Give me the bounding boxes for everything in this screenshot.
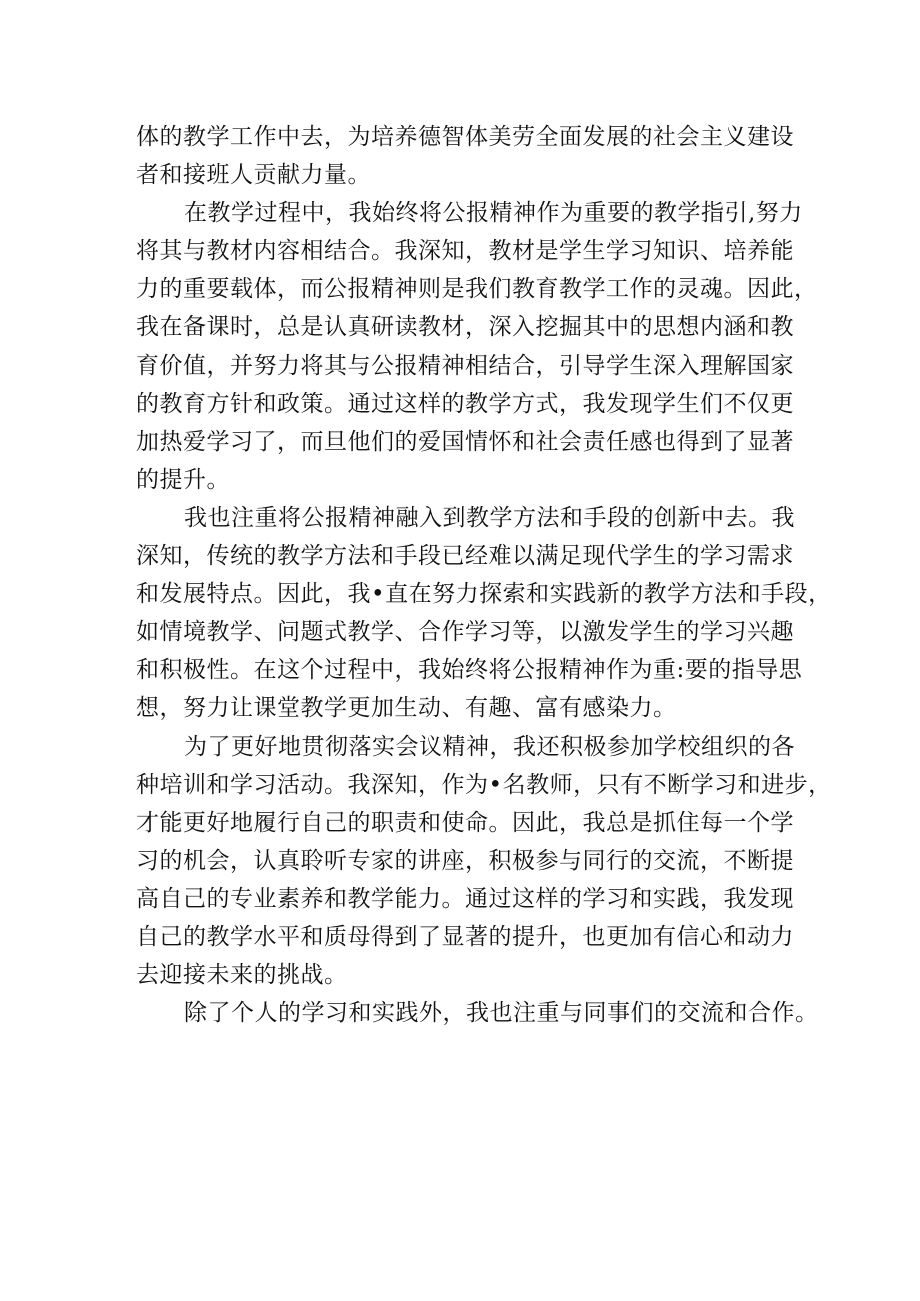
text-line: 者和接班人贡献力量。 bbox=[136, 162, 371, 189]
text-line: 高自己的专业素养和教学能力。通过这样的学习和实践，我发现 bbox=[136, 885, 794, 912]
text-line: 想，努力让课堂教学更加生动、有趣、富有感染力。 bbox=[136, 695, 677, 722]
text-line: 习的机会，认真聆听专家的讲座，积极参与同行的交流，不断提 bbox=[136, 847, 794, 874]
text-line: 力的重要载体，而公报精神则是我们教育教学工作的灵魂。因此， bbox=[136, 276, 818, 303]
text-line: 加热爱学习了，而旦他们的爱国情怀和社会责任感也得到了显著 bbox=[136, 428, 794, 455]
text-line: 深知，传统的教学方法和手段已经难以满足现代学生的学习需求 bbox=[136, 543, 794, 570]
text-line: 我在备课时，总是认真研读教材，深入挖掘其中的思想内涵和教 bbox=[136, 314, 794, 341]
text-line: 和积极性。在这个过程中，我始终将公报精神作为重:要的指导思 bbox=[136, 657, 803, 684]
text-line: 育价值，并努力将其与公报精神相结合，引导学生深入理解国家 bbox=[136, 352, 794, 379]
text-line: 将其与教材内容相结合。我深知，教材是学生学习知识、培养能 bbox=[136, 238, 794, 265]
paragraph-first-line: 为了更好地贯彻落实会议精神，我还积极参加学校组织的各 bbox=[184, 733, 795, 760]
paragraph-first-line: 除了个人的学习和实践外，我也注重与同事们的交流和合作。 bbox=[184, 1000, 819, 1027]
text-line: 自己的教学水平和质母得到了显著的提升，也更加有信心和动力 bbox=[136, 923, 794, 950]
text-line: 去迎接未来的挑战。 bbox=[136, 962, 348, 989]
text-line: 才能更好地履行自己的职责和使命。因此，我总是抓住每一个学 bbox=[136, 809, 794, 836]
text-line: 和发展特点。因此，我•直在努力探索和实践新的教学方法和手段， bbox=[136, 581, 832, 608]
text-line: 如情境教学、问题式教学、合作学习等，以激发学生的学习兴趣 bbox=[136, 619, 794, 646]
text-line: 的教育方针和政策。通过这样的教学方式，我发现学生们不仅更 bbox=[136, 390, 794, 417]
paragraph-first-line: 在教学过程中，我始终将公报精神作为重要的教学指引,努力 bbox=[184, 200, 803, 227]
text-line: 种培训和学习活动。我深知，作为•名教师，只有不断学习和进步， bbox=[136, 771, 832, 798]
text-line: 体的教学工作中去，为培养德智体美劳全面发展的社会主义建设 bbox=[136, 124, 794, 150]
text-line: 的提升。 bbox=[136, 466, 230, 493]
paragraph-first-line: 我也注重将公报精神融入到教学方法和手段的创新中去。我 bbox=[184, 504, 795, 531]
document-body-text bbox=[136, 118, 832, 1032]
